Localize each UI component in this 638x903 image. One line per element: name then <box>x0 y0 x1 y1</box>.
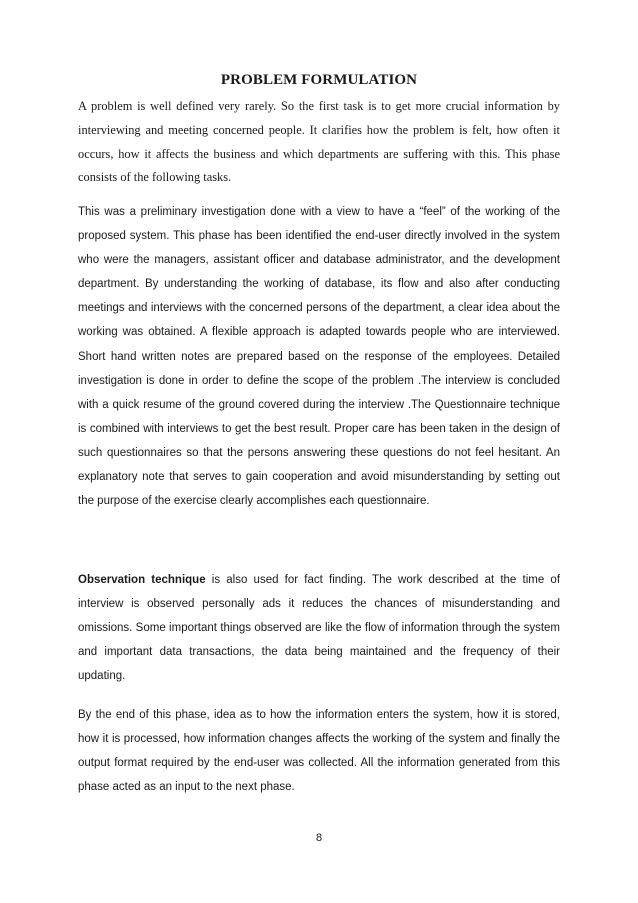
page-title: PROBLEM FORMULATION <box>220 72 418 88</box>
intro-paragraph: A problem is well defined very rarely. So the first task is to get more crucial information by interviewing and meeting concerned people. It clarifies how the problem is felt, how often it occurs, how it affects the business and which departments are suffering with this. This phase consists of the following tasks. <box>78 99 560 185</box>
preliminary-investigation-paragraph: This was a preliminary investigation done with a view to have a “feel” of the working of the proposed system. This phase has been identified the end-user directly involved in the system who were the managers, assistant officer and database administrator, and the development department. By understanding the working of database, its flow and also after conducting meetings and interviews with the concerned persons of the department, a clear idea about the working was obtained. A flexible approach is adapted towards people who are interviewed. Short hand written notes are prepared based on the response of the employees. Detailed investigation is done in order to define the scope of the problem .The interview is concluded with a quick resume of the ground covered during the interview .The Questionnaire technique is combined with interviews to get the best result. Proper care has been taken in the design of such questionnaires so that the persons answering these questions do not feel hesitant. An explanatory note that serves to gain cooperation and avoid misunderstanding by setting out the purpose of the exercise clearly accomplishes each questionnaire. <box>78 206 560 508</box>
phase-summary-paragraph: By the end of this phase, idea as to how the information enters the system, how it is stored, how it is processed, how information changes affects the working of the system and finally the output format required by the end-user was collected. All the information generated from this phase acted as an input to the next phase. <box>78 709 560 794</box>
observation-technique-paragraph <box>78 568 560 688</box>
observation-technique-term: Observation technique <box>78 574 206 586</box>
page-number: 8 <box>315 832 323 844</box>
observation-technique-text: is also used for fact finding. The work described at the time of interview is observed personally ads it reduces the chances of misunderstanding and omissions. Some important things observed are like the flow of information through the system and important data transactions, the data being maintained and the frequency of their updating. <box>78 574 561 683</box>
